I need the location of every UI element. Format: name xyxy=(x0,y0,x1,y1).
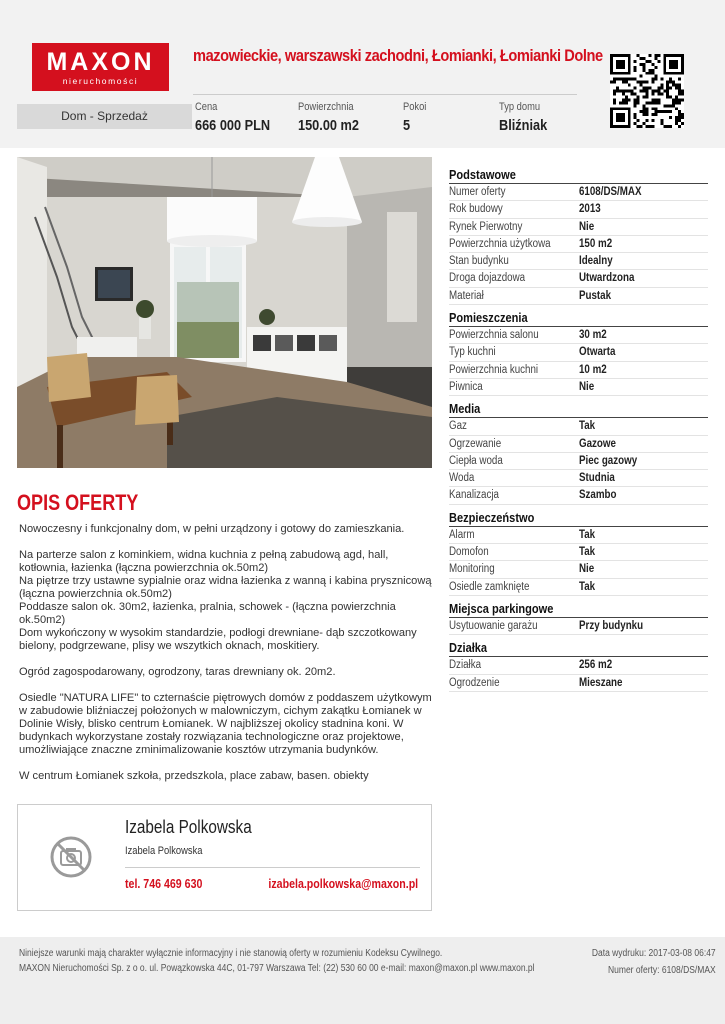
feature-key: Ciepła woda xyxy=(449,454,503,467)
agent-email-link[interactable]: izabela.polkowska@maxon.pl xyxy=(268,877,418,891)
feature-row xyxy=(449,487,708,504)
feature-value: Gazowe xyxy=(579,437,616,450)
price-stat xyxy=(195,101,283,134)
feature-value: 150 m2 xyxy=(579,237,613,250)
feature-key: Monitoring xyxy=(449,563,495,576)
property-type-badge: Dom - Sprzedaż xyxy=(17,104,192,129)
agent-phone-link[interactable]: tel. 746 469 630 xyxy=(125,877,203,891)
feature-key: Kanalizacja xyxy=(449,489,500,502)
feature-section-title-text: Podstawowe xyxy=(449,167,516,182)
feature-key: Typ kuchni xyxy=(449,346,496,359)
feature-value: Nie xyxy=(579,563,595,576)
feature-key: Powierzchnia kuchni xyxy=(449,363,539,376)
feature-section-title xyxy=(449,401,708,418)
feature-row xyxy=(449,618,708,635)
feature-row xyxy=(449,379,708,396)
footer xyxy=(0,937,725,1024)
feature-row xyxy=(449,201,708,218)
feature-row xyxy=(449,344,708,361)
feature-value: Nie xyxy=(579,380,595,393)
house-type-stat xyxy=(499,101,556,134)
feature-row xyxy=(449,219,708,236)
feature-section-title-text: Działka xyxy=(449,640,488,656)
footer-offer-number: Numer oferty: 6108/DS/MAX xyxy=(608,965,716,976)
logo-brand: MAXON xyxy=(46,48,155,76)
feature-section xyxy=(449,640,708,692)
feature-key: Usytuowanie garażu xyxy=(449,619,538,632)
location-title: mazowieckie, warszawski zachodni, Łomianki, Łomianki Dolne xyxy=(193,46,603,65)
feature-row xyxy=(449,288,708,305)
feature-key: Działka xyxy=(449,659,482,672)
header xyxy=(0,0,725,148)
feature-row xyxy=(449,418,708,435)
agent-divider xyxy=(125,867,420,868)
feature-value: Otwarta xyxy=(579,346,616,359)
feature-section-title xyxy=(449,510,708,527)
agent-card xyxy=(17,804,432,911)
feature-key: Osiedle zamknięte xyxy=(449,580,530,593)
feature-row xyxy=(449,579,708,596)
feature-value: Tak xyxy=(579,528,596,541)
qr-code-icon[interactable] xyxy=(610,54,684,128)
feature-key: Domofon xyxy=(449,546,489,559)
feature-row xyxy=(449,184,708,201)
feature-key: Materiał xyxy=(449,289,484,302)
feature-value: 6108/DS/MAX xyxy=(579,186,642,198)
feature-section-title-text: Pomieszczenia xyxy=(449,310,528,326)
agent-name: Izabela Polkowska xyxy=(125,817,252,837)
feature-row xyxy=(449,236,708,253)
features-panel xyxy=(449,167,708,697)
feature-section xyxy=(449,601,708,635)
feature-section-title xyxy=(449,310,708,327)
feature-value: Idealny xyxy=(579,255,613,268)
feature-value: Pustak xyxy=(579,289,612,302)
no-photo-icon xyxy=(49,835,93,879)
feature-key: Piwnica xyxy=(449,380,483,393)
feature-section-title xyxy=(449,601,708,618)
feature-row xyxy=(449,470,708,487)
feature-row xyxy=(449,527,708,544)
description-title: OPIS OFERTY xyxy=(17,490,139,515)
feature-key: Rok budowy xyxy=(449,203,503,216)
description-paragraph: Osiedle "NATURA LIFE" to czternaście piętrowych domów z poddaszem użytkowym w zabudowie bliźniaczej położonych w malowniczym, cichym zakątku Łomianek w Dolinie Wisły, blisko centrum Łomianek. W najbliższej okolicy stadnina koni. W budynkach wykorzystane zostały rozwiązania technologiczne oraz projektowe, umożliwiające znaczne zminimalizowanie kosztów utrzymania budynków. xyxy=(19,692,432,756)
feature-key: Ogrzewanie xyxy=(449,437,502,450)
header-divider xyxy=(193,94,577,95)
feature-row xyxy=(449,436,708,453)
feature-key: Stan budynku xyxy=(449,255,509,268)
house-type-value: Bliźniak xyxy=(499,117,548,134)
feature-value: Mieszane xyxy=(579,676,623,689)
feature-row xyxy=(449,657,708,674)
feature-section xyxy=(449,401,708,504)
feature-section xyxy=(449,310,708,396)
price-value: 666 000 PLN xyxy=(195,117,271,134)
feature-section-title xyxy=(449,167,708,184)
feature-row xyxy=(449,561,708,578)
feature-value: Utwardzona xyxy=(579,272,635,285)
rooms-value: 5 xyxy=(403,117,411,134)
feature-value: 256 m2 xyxy=(579,659,613,672)
footer-issue-date: Data wydruku: 2017-03-08 06:47 xyxy=(592,948,716,959)
feature-key: Powierzchnia użytkowa xyxy=(449,237,551,250)
feature-key: Gaz xyxy=(449,420,467,433)
feature-value: Tak xyxy=(579,546,596,559)
feature-key: Ogrodzenie xyxy=(449,676,500,689)
feature-key: Powierzchnia salonu xyxy=(449,329,539,342)
agent-name-small: Izabela Polkowska xyxy=(125,845,203,857)
rooms-label: Pokoi xyxy=(403,101,427,113)
feature-key: Woda xyxy=(449,472,475,485)
feature-section-title xyxy=(449,640,708,657)
feature-row xyxy=(449,453,708,470)
feature-key: Droga dojazdowa xyxy=(449,272,526,285)
feature-section-title-text: Bezpieczeństwo xyxy=(449,509,535,525)
feature-value: Nie xyxy=(579,220,595,233)
feature-section-title-text: Miejsca parkingowe xyxy=(449,600,554,616)
feature-value: Tak xyxy=(579,580,596,593)
feature-section xyxy=(449,510,708,596)
feature-key: Rynek Pierwotny xyxy=(449,220,523,233)
footer-company: MAXON Nieruchomości Sp. z o o. ul. Powązkowska 44C, 01-797 Warszawa Tel: (22) 530 60 00 e-mail: maxon@maxon.pl www.maxon.pl xyxy=(19,963,535,974)
feature-row xyxy=(449,675,708,692)
area-value: 150.00 m2 xyxy=(298,117,359,134)
feature-value: Piec gazowy xyxy=(579,454,638,467)
description-paragraph: Na parterze salon z kominkiem, widna kuchnia z pełną zabudową agd, hall, kotłownia, łazienka (łączna powierzchnia ok.50m2) Na piętrze trzy ustawne sypialnie oraz widna łazienka z wanną i kabina prysznicową (łączna powierzchnia ok.50m2) Poddasze salon ok. 30m2, łazienka, pralnia, schowek - (łączna powierzchnia ok.50m2) Dom wykończony w wysokim standardzie, podłogi drewniane- dąb szczotkowany bielony, podgrzewane, plisy we wszytkich oknach, moskitiery. xyxy=(19,549,432,652)
feature-row xyxy=(449,327,708,344)
feature-section-title-text: Media xyxy=(449,401,481,417)
feature-value: Studnia xyxy=(579,472,615,485)
area-stat xyxy=(298,101,370,134)
feature-key: Alarm xyxy=(449,528,475,541)
area-label: Powierzchnia xyxy=(298,101,354,113)
feature-value: Tak xyxy=(579,420,596,433)
description-paragraph: Nowoczesny i funkcjonalny dom, w pełni urządzony i gotowy do zamieszkania. xyxy=(19,523,405,535)
feature-row xyxy=(449,253,708,270)
description-paragraph: Ogród zagospodarowany, ogrodzony, taras drewniany ok. 20m2. xyxy=(19,666,336,678)
maxon-logo[interactable] xyxy=(32,43,169,91)
logo-subtitle: nieruchomości xyxy=(62,76,139,86)
feature-section xyxy=(449,167,708,305)
rooms-stat xyxy=(403,101,431,134)
feature-key: Numer oferty xyxy=(449,186,506,198)
feature-row xyxy=(449,544,708,561)
description-paragraph: W centrum Łomianek szkoła, przedszkola, place zabaw, basen. obiekty xyxy=(19,770,369,782)
house-type-label: Typ domu xyxy=(499,101,541,113)
feature-value: Szambo xyxy=(579,489,617,502)
feature-row xyxy=(449,362,708,379)
feature-value: Przy budynku xyxy=(579,619,644,632)
feature-row xyxy=(449,270,708,287)
feature-value: 10 m2 xyxy=(579,363,607,376)
footer-disclaimer: Niniejsze warunki mają charakter wyłącznie informacyjny i nie stanowią oferty w rozumieniu Kodeksu Cywilnego. xyxy=(19,948,443,959)
feature-value: 2013 xyxy=(579,203,601,216)
description-text xyxy=(19,523,434,796)
price-label: Cena xyxy=(195,101,218,113)
feature-value: 30 m2 xyxy=(579,329,607,342)
property-photo[interactable] xyxy=(17,157,432,468)
